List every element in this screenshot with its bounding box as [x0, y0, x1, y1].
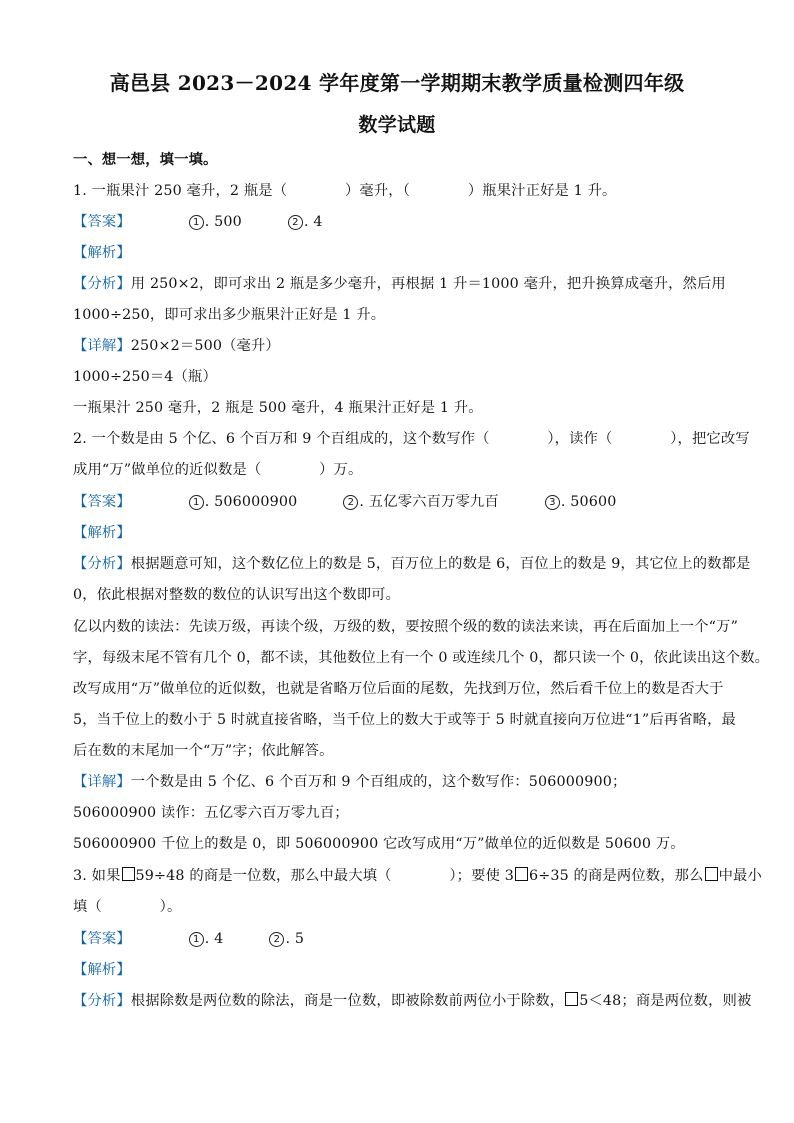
answer-value: . 五亿零六百万零九百	[359, 494, 499, 510]
circle-number: 1	[189, 495, 204, 510]
question-2-cont: 成用“万”做单位的近似数是（ ）万。	[73, 462, 363, 478]
answer-tag: 【答案】	[73, 214, 131, 230]
analysis-text: 【分析】用 250×2，即可求出 2 瓶是多少毫升，再根据 1 升＝1000 毫升，把升换算成毫升，然后用	[73, 276, 726, 292]
blank-square-icon	[565, 992, 578, 1006]
detail-text: 【详解】一个数是由 5 个亿、6 个百万和 9 个百组成的，这个数写作：506000900；	[73, 774, 627, 790]
answer-value: . 4	[204, 931, 224, 947]
analysis-text: 5，当千位上的数小于 5 时就直接省略，当千位上的数大于或等于 5 时就直接向万位进“1”后再省略，最	[73, 712, 736, 728]
question-3: 3. 如果 59÷48 的商是一位数，那么中最大填（ ）；要使 3 6÷35 的商是两位数，那么 中最小	[73, 868, 762, 884]
question-2: 2. 一个数是由 5 个亿、6 个百万和 9 个百组成的，这个数写作（ ），读作（ ），把它改写	[73, 431, 750, 447]
page-title: 高邑县 2023－2024 学年度第一学期期末教学质量检测四年级	[109, 71, 685, 95]
analysis-text: 字，每级末尾不管有几个 0，都不读，其他数位上有一个 0 或连续几个 0，都只读一个 0，依此读出这个数。	[73, 650, 770, 666]
detail-text: 一瓶果汁 250 毫升，2 瓶是 500 毫升，4 瓶果汁正好是 1 升。	[73, 400, 483, 416]
analysis-text: 后在数的末尾加一个“万”字；依此解答。	[73, 743, 334, 759]
analysis-text: 改写成用“万”做单位的近似数，也就是省略万位后面的尾数，先找到万位，然后看千位上的数是否大于	[73, 681, 724, 697]
analysis-text: 【分析】根据题意可知，这个数亿位上的数是 5，百万位上的数是 6，百位上的数是 9，其它位上的数都是	[73, 556, 751, 572]
question-3-cont: 填（ ）。	[73, 899, 182, 915]
circle-number: 2	[269, 932, 284, 947]
answer-value: . 4	[303, 214, 323, 230]
blank-square-icon	[122, 867, 135, 881]
answer-value: . 5	[285, 931, 305, 947]
detail-text: 506000900 读作：五亿零六百万零九百；	[73, 805, 349, 821]
blank-square-icon	[515, 867, 528, 881]
analysis-tag: 【解析】	[73, 245, 131, 261]
question-1: 1. 一瓶果汁 250 毫升，2 瓶是（ ）毫升，（ ）瓶果汁正好是 1 升。	[73, 183, 617, 199]
circle-number: 2	[343, 495, 358, 510]
answer-row-2	[73, 492, 733, 512]
answer-value: . 500	[204, 214, 242, 230]
analysis-text: 亿以内数的读法：先读万级，再读个级，万级的数，要按照个级的数的读法来读，再在后面加上一个“万”	[73, 619, 739, 635]
answer-tag: 【答案】	[73, 931, 131, 947]
answer-value: . 506000900	[204, 494, 298, 510]
circle-number: 1	[189, 932, 204, 947]
detail-text: 【详解】250×2＝500（毫升）	[73, 338, 280, 354]
analysis-text: 1000÷250，即可求出多少瓶果汁正好是 1 升。	[73, 307, 386, 323]
analysis-tag: 【解析】	[73, 525, 131, 541]
answer-tag: 【答案】	[73, 494, 131, 510]
analysis-tag: 【解析】	[73, 962, 131, 978]
detail-text: 1000÷250＝4（瓶）	[73, 369, 217, 385]
circle-number: 2	[288, 215, 303, 230]
answer-row-1	[73, 212, 733, 232]
section-heading: 一、想一想，填一填。	[73, 152, 218, 168]
answer-value: . 50600	[560, 494, 617, 510]
analysis-text: 【分析】根据除数是两位数的除法，商是一位数，即被除数前两位小于除数， 5＜48；商是两位数，则被	[73, 993, 752, 1009]
blank-square-icon	[705, 867, 718, 881]
analysis-text: 0，依此根据对整数的数位的认识写出这个数即可。	[73, 587, 401, 603]
circle-number: 3	[545, 495, 560, 510]
page-subtitle: 数学试题	[358, 114, 436, 136]
answer-row-3	[73, 929, 733, 949]
circle-number: 1	[189, 215, 204, 230]
detail-text: 506000900 千位上的数是 0，即 506000900 它改写成用“万”做单位的近似数是 50600 万。	[73, 836, 685, 852]
